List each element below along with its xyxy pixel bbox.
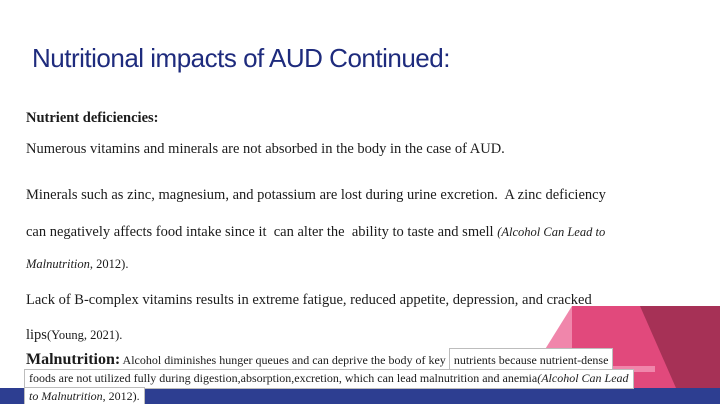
- citation-young: (Young, 2021).: [46, 328, 123, 342]
- malnutrition-lead: Malnutrition:: [26, 351, 121, 368]
- citation-year: , 2012).: [89, 257, 129, 271]
- paragraph-4-line-2-text: foods are not utilized fully during digestion,absorption,excretion, which can lead malnutrition and anemia: [29, 371, 538, 385]
- paragraph-3-line-1: Lack of B-complex vitamins results in extreme fatigue, reduced appetite, depression, and cracked: [26, 292, 592, 308]
- body-heading: Nutrient deficiencies:: [26, 110, 159, 126]
- paragraph-2-line-2: [26, 223, 605, 242]
- paragraph-1: Numerous vitamins and minerals are not absorbed in the body in the case of AUD.: [26, 141, 505, 157]
- citation-year-2: , 2012).: [102, 389, 140, 403]
- highlight-box-3: [24, 387, 145, 404]
- paragraph-4-line-1-text: Alcohol diminishes hunger queues and can deprive the body of key: [120, 353, 449, 367]
- paragraph-2-line-1: Minerals such as zinc, magnesium, and potassium are lost during urine excretion. A zinc deficiency: [26, 187, 606, 203]
- paragraph-2-line-3: [26, 255, 128, 274]
- citation-malnutrition-italic: Malnutrition: [26, 257, 90, 271]
- highlight-box-2: [24, 369, 634, 389]
- citation-to-malnutrition: to Malnutrition: [29, 389, 103, 403]
- paragraph-3-line-2: [26, 326, 122, 345]
- paragraph-3-line-2-text: lips: [26, 327, 47, 343]
- slide-title: Nutritional impacts of AUD Continued:: [32, 43, 450, 73]
- paragraph-2-line-2-text: can negatively affects food intake since it can alter the ability to taste and smell: [26, 224, 498, 240]
- highlight-box-1: nutrients because nutrient-dense: [449, 348, 614, 374]
- citation-alcohol-lead-2: (Alcohol Can Lead: [537, 371, 629, 385]
- citation-alcohol-lead: (Alcohol Can Lead to: [497, 225, 606, 239]
